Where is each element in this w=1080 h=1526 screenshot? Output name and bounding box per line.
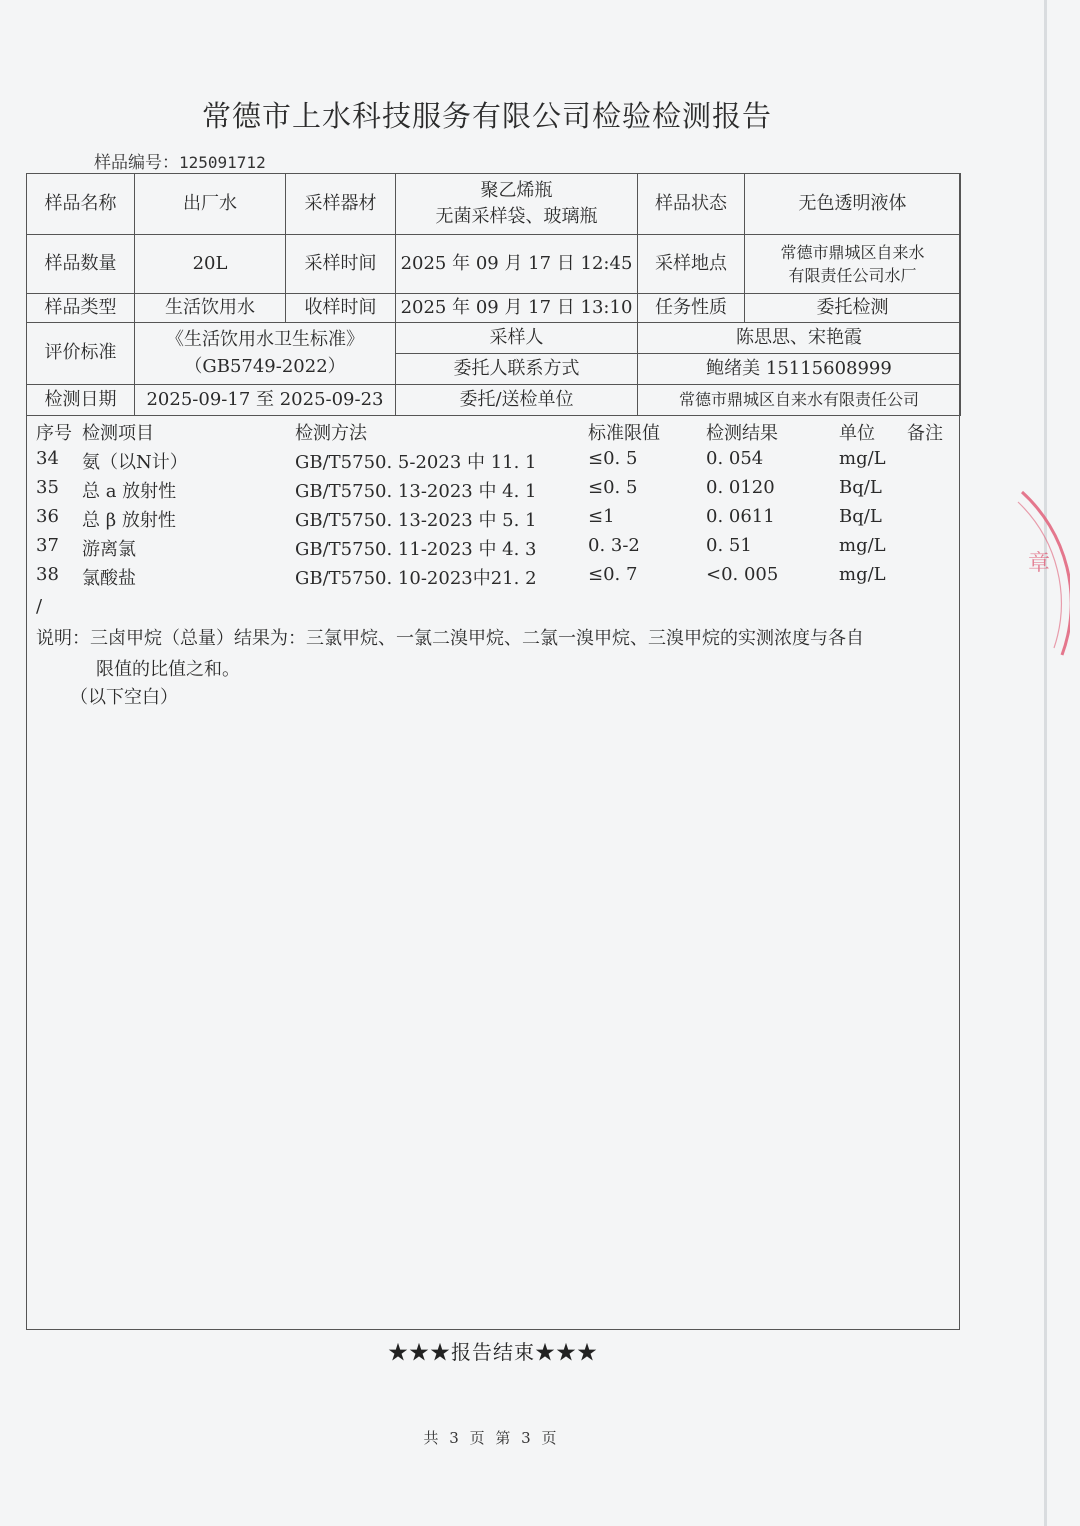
row-method: GB/T5750. 11-2023 中 4. 3 [295,539,537,560]
type-label: 样品类型 [27,294,135,323]
sampler-value [396,174,638,235]
sample-name-value: 出厂水 [135,174,286,235]
row-unit: mg/L [839,448,886,469]
row-item: 游离氯 [82,539,136,560]
row-method: GB/T5750. 5-2023 中 11. 1 [295,452,537,473]
sample-time-value: 2025 年 09 月 17 日 12:45 [396,235,638,294]
row-result: 0. 054 [706,448,764,469]
row-no: 37 [36,535,59,556]
receive-time-value: 2025 年 09 月 17 日 13:10 [396,294,638,323]
qty-label: 样品数量 [27,235,135,294]
results-header [36,417,956,446]
state-value: 无色透明液体 [745,174,961,235]
row-item: 总 a 放射性 [82,481,177,502]
qty-value: 20L [135,235,286,294]
row-unit: mg/L [839,564,886,585]
note-line1: 说明：三卤甲烷（总量）结果为：三氯甲烷、一氯二溴甲烷、二氯一溴甲烷、三溴甲烷的实测浓度与各自 [36,628,864,649]
report-end: ★★★报告结束★★★ [388,1340,598,1364]
type-value: 生活饮用水 [135,294,286,323]
row-result: 0. 51 [706,535,752,556]
sample-name-label: 样品名称 [27,174,135,235]
page-edge [1044,0,1047,1526]
standard-label: 评价标准 [27,323,135,385]
header-note: 备注 [907,423,943,444]
row-item: 氯酸盐 [82,568,136,589]
date-value: 2025-09-17 至 2025-09-23 [135,385,396,416]
row-no: 36 [36,506,59,527]
sampler-person-label: 采样人 [396,323,638,354]
table-row [36,475,956,504]
row-result: <0. 005 [706,564,779,585]
header-no: 序号 [36,423,72,444]
sample-number-value: 125091712 [179,153,266,172]
row-limit: ≤0. 5 [588,448,638,469]
receive-time-label: 收样时间 [286,294,396,323]
header-result: 检测结果 [706,423,778,444]
row-method: GB/T5750. 10-2023中21. 2 [295,568,537,589]
row-item: 总 β 放射性 [82,510,176,531]
location-line1: 常德市鼎城区自来水 [780,242,925,262]
header-unit: 单位 [839,423,875,444]
sampler-person-value: 陈思思、宋艳霞 [638,323,961,354]
row-limit: ≤1 [588,506,615,527]
location-line2: 有限责任公司水厂 [788,266,917,285]
standard-line1: 《生活饮用水卫生标准》 [166,329,364,351]
note-line2: 限值的比值之和。 [96,659,240,680]
header-limit: 标准限值 [588,423,660,444]
row-unit: mg/L [839,535,886,556]
state-label: 样品状态 [638,174,745,235]
table-row [36,504,956,533]
contact-label: 委托人联系方式 [396,354,638,385]
table-row [36,446,956,475]
row-unit: Bq/L [839,506,882,527]
unit-value: 常德市鼎城区自来水有限责任公司 [638,385,961,416]
location-value [745,235,961,294]
standard-value [135,323,396,385]
explanation-note [36,623,956,685]
sample-info-table [26,173,961,416]
row-result: 0. 0120 [706,477,775,498]
row-limit: 0. 3-2 [588,535,640,556]
row-method: GB/T5750. 13-2023 中 5. 1 [295,510,537,531]
row-no: 35 [36,477,59,498]
row-unit: Bq/L [839,477,882,498]
row-no: 34 [36,448,59,469]
table-row [36,533,956,562]
row-item: 氨（以N计） [82,452,188,473]
unit-label: 委托/送检单位 [396,385,638,416]
header-item: 检测项目 [82,423,154,444]
sampler-line2: 无菌采样袋、玻璃瓶 [435,206,598,227]
task-label: 任务性质 [638,294,745,323]
location-label: 采样地点 [638,235,745,294]
sampler-line1: 聚乙烯瓶 [480,179,553,201]
report-title: 常德市上水科技服务有限公司检验检测报告 [201,99,772,133]
task-value: 委托检测 [745,294,961,323]
svg-text:章: 章 [1028,551,1051,576]
sample-number-label: 样品编号： [94,153,179,173]
seal-stamp-icon [1010,480,1070,680]
row-result: 0. 0611 [706,506,775,527]
row-limit: ≤0. 7 [588,564,638,585]
slash-mark: / [36,596,43,617]
header-method: 检测方法 [295,423,367,444]
row-method: GB/T5750. 13-2023 中 4. 1 [295,481,537,502]
sample-time-label: 采样时间 [286,235,396,294]
standard-line2: （GB5749-2022） [184,355,346,377]
contact-value: 鲍绪美 15115608999 [638,354,961,385]
sampler-label: 采样器材 [286,174,396,235]
row-no: 38 [36,564,59,585]
sample-number [94,148,266,173]
row-limit: ≤0. 5 [588,477,638,498]
results-list [36,417,956,591]
table-row [36,562,956,591]
page-footer: 共 3 页 第 3 页 [423,1429,557,1447]
date-label: 检测日期 [27,385,135,416]
blank-below-note: （以下空白） [70,687,178,708]
